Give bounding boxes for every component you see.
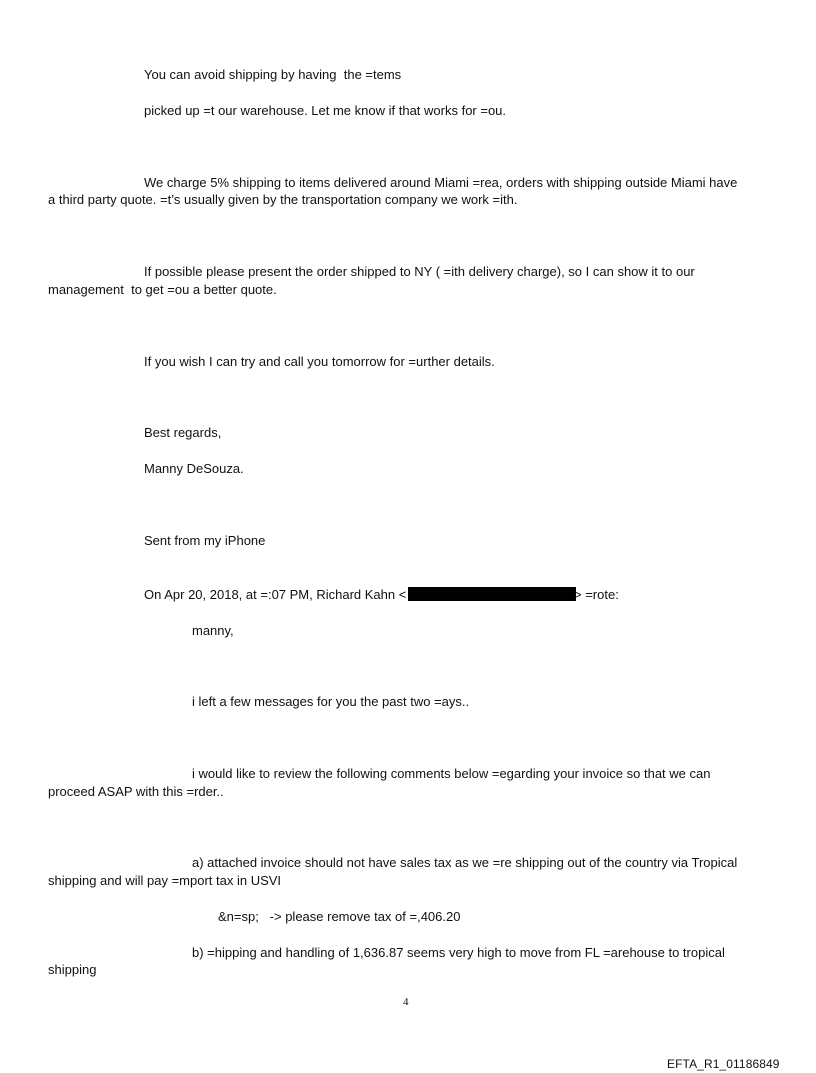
quoted-line: proceed ASAP with this =rder.. [48, 784, 224, 799]
quoted-line: a) attached invoice should not have sales tax as we =re shipping out of the country via Tropical [192, 855, 738, 870]
quoted-line: &n=sp; -> please remove tax of =,406.20 [218, 909, 461, 924]
signature-name: Manny DeSouza. [144, 461, 244, 476]
body-line: picked up =t our warehouse. Let me know if that works for =ou. [144, 103, 507, 118]
quoted-line: b) =hipping and handling of 1,636.87 seems very high to move from FL =arehouse to tropical [192, 945, 725, 960]
body-line: You can avoid shipping by having the =tems [144, 67, 402, 82]
signoff-line: Best regards, [144, 425, 222, 440]
body-line: If you wish I can try and call you tomorrow for =urther details. [144, 354, 495, 369]
body-line: We charge 5% shipping to items delivered around Miami =rea, orders with shipping outside Miami have [144, 175, 738, 190]
quoted-line: shipping and will pay =mport tax in USVI [48, 873, 282, 888]
quoted-line: manny, [192, 623, 234, 638]
body-line: a third party quote. =t’s usually given by the transportation company we work =ith. [48, 192, 518, 207]
document-id: EFTA_R1_01186849 [667, 1057, 780, 1071]
quoted-header-end: > =rote: [574, 587, 619, 602]
page-number: 4 [403, 996, 409, 1008]
quoted-line: i left a few messages for you the past two =ays.. [192, 694, 470, 709]
redaction-bar [408, 587, 576, 601]
quoted-header: On Apr 20, 2018, at =:07 PM, Richard Kahn < [144, 587, 407, 602]
quoted-line: i would like to review the following comments below =egarding your invoice so that we can [192, 766, 711, 781]
body-line: If possible please present the order shipped to NY ( =ith delivery charge), so I can show it to our [144, 264, 695, 279]
sent-from-line: Sent from my iPhone [144, 533, 266, 548]
body-line: management to get =ou a better quote. [48, 282, 277, 297]
quoted-line: shipping [48, 962, 97, 977]
